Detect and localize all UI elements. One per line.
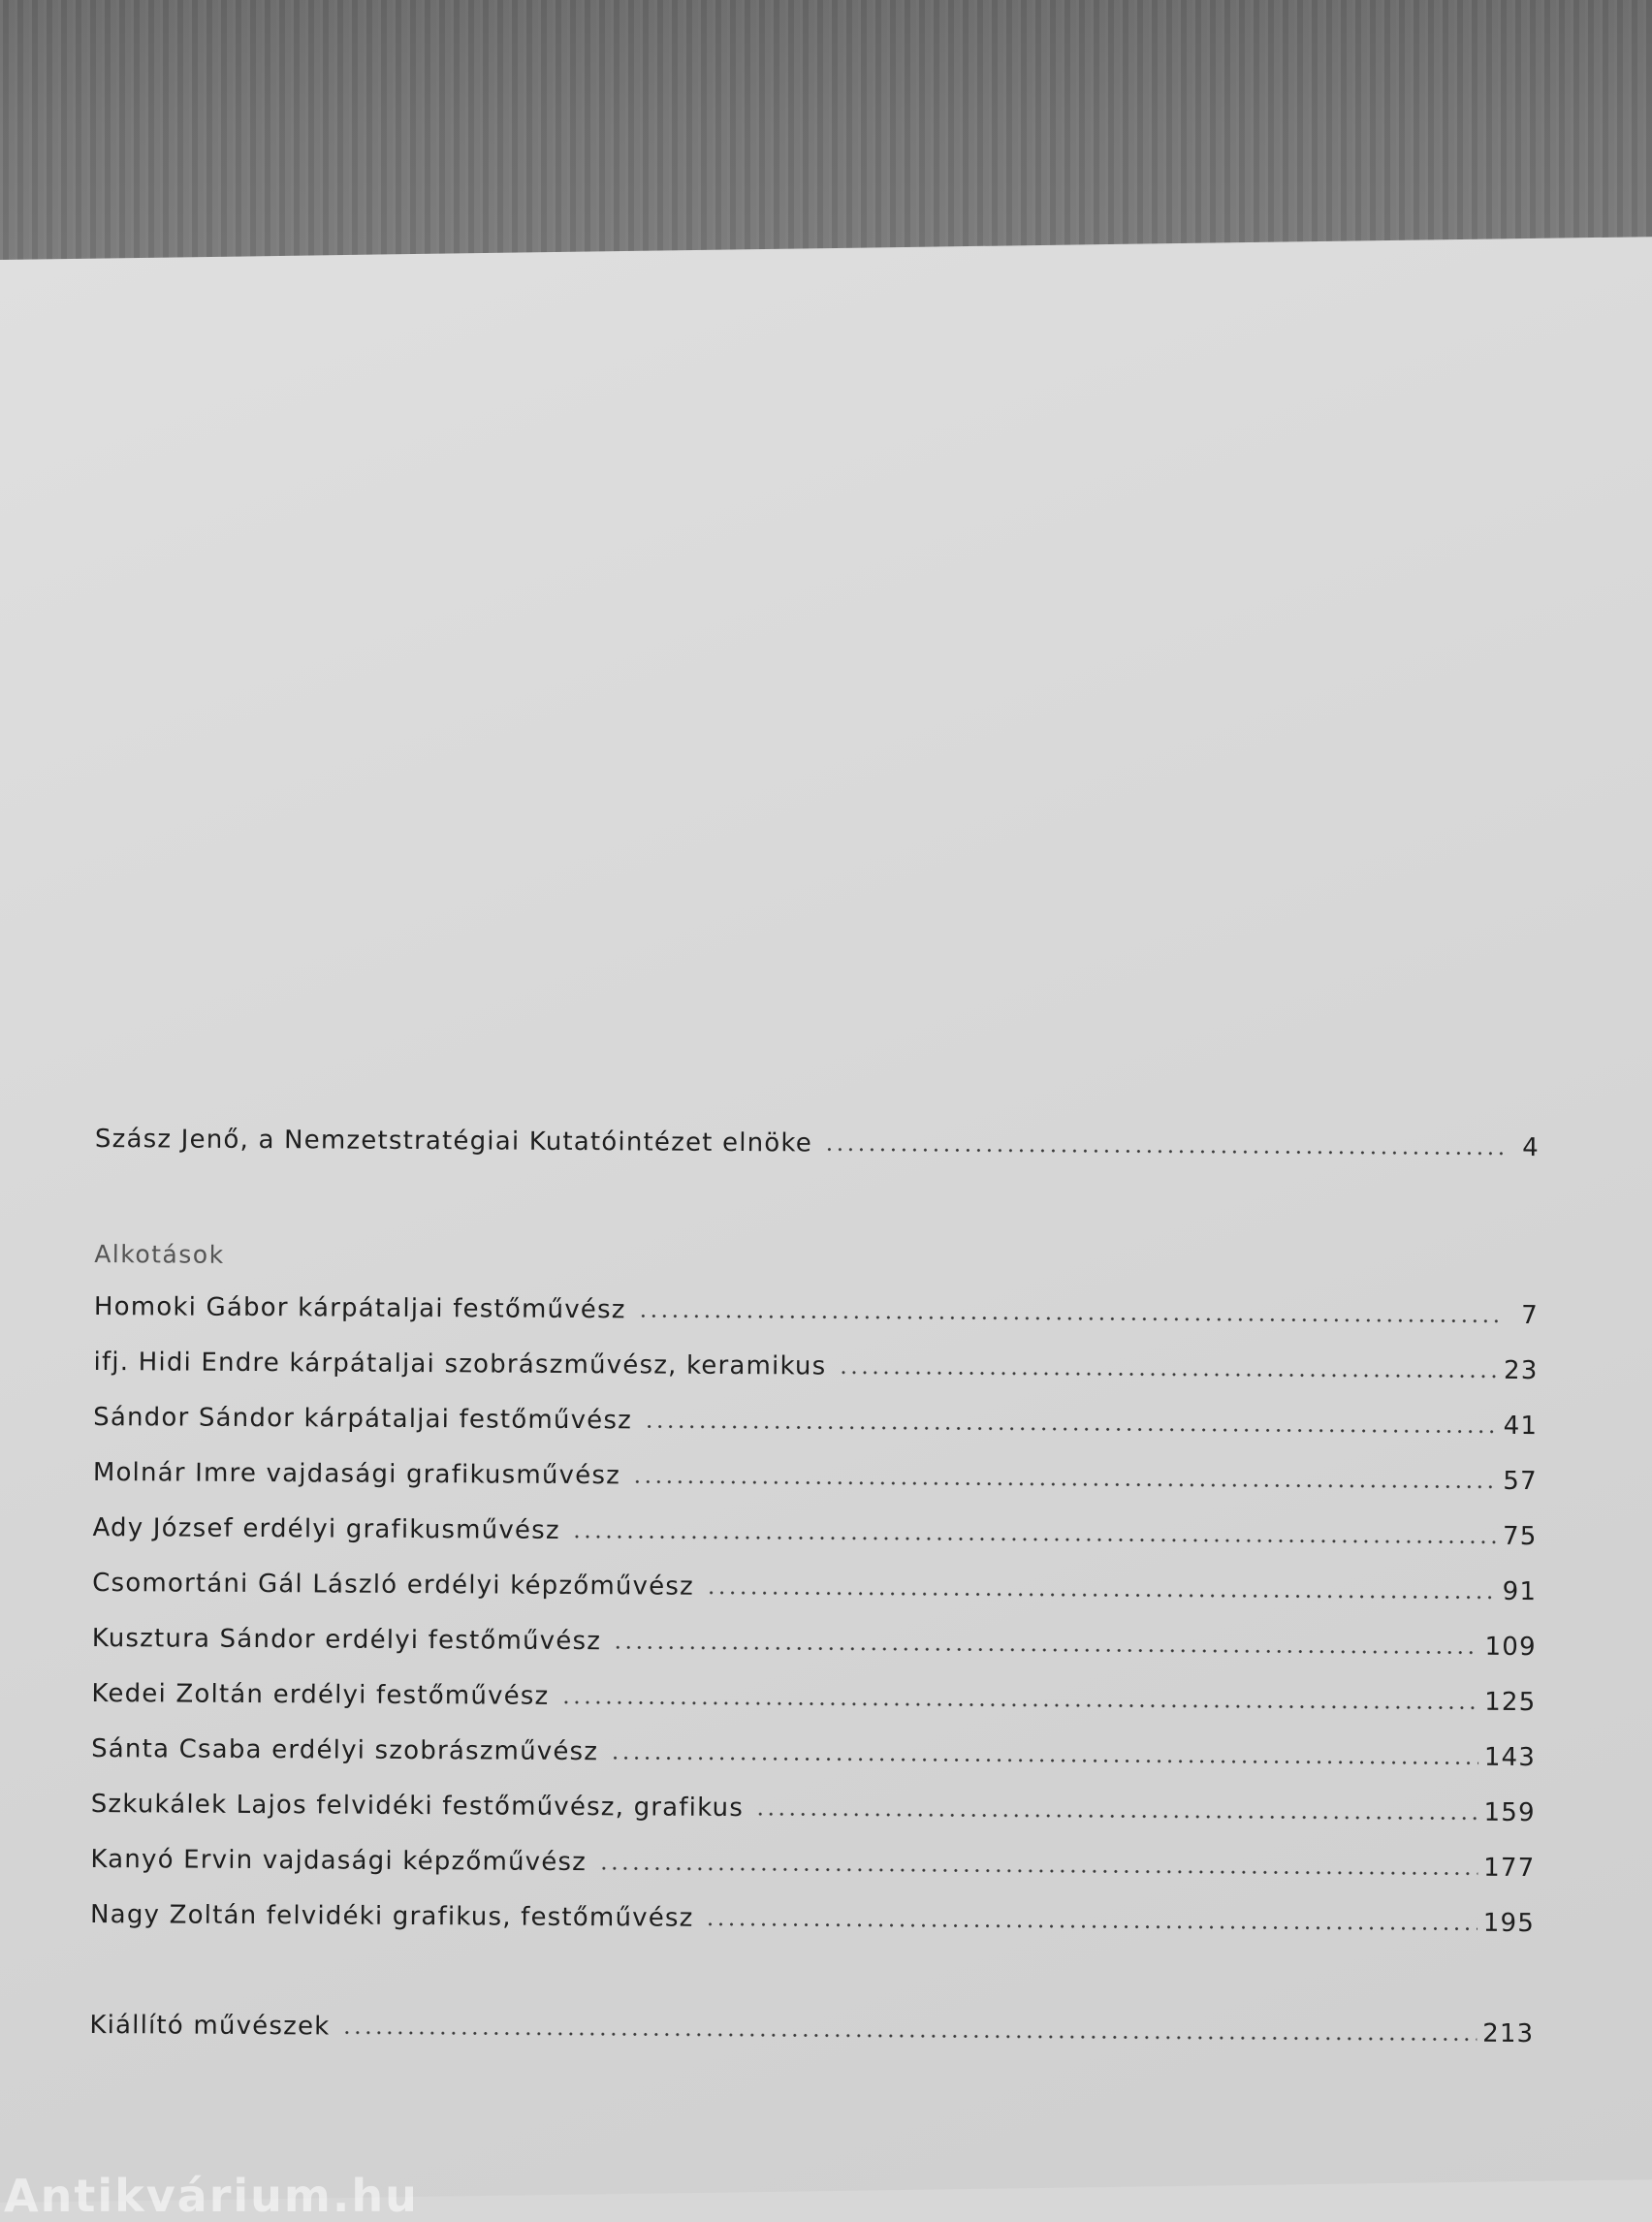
toc-entry-label: Kiállító művészek xyxy=(89,2010,331,2042)
toc-entry-label: Nagy Zoltán felvidéki grafikus, festőművész xyxy=(89,1899,694,1933)
toc-entry-page: 125 xyxy=(1484,1687,1537,1718)
toc-entry-page: 91 xyxy=(1502,1576,1538,1607)
dot-leader xyxy=(638,1314,1504,1322)
dot-leader xyxy=(613,1645,1478,1654)
dot-leader xyxy=(341,2031,1477,2042)
toc-entry xyxy=(93,1458,1538,1506)
dot-leader xyxy=(598,1866,1477,1876)
toc-entry-label: Sánta Csaba erdélyi szobrászművész xyxy=(91,1733,599,1767)
toc-entry xyxy=(92,1624,1537,1671)
toc-entry-label: Kedei Zoltán erdélyi festőművész xyxy=(91,1678,550,1711)
dot-leader xyxy=(560,1700,1478,1710)
toc-entry-label: Ady József erdélyi grafikusművész xyxy=(92,1512,560,1545)
toc-entry xyxy=(90,1845,1535,1892)
toc-entry xyxy=(93,1403,1538,1450)
toc-entry xyxy=(92,1513,1537,1561)
toc-entry-page: 57 xyxy=(1503,1466,1538,1497)
toc-entry-label: Szász Jenő, a Nemzetstratégiai Kutatóintézet elnöke xyxy=(94,1124,813,1159)
toc-entry xyxy=(93,1348,1538,1395)
toc-entry-label: Sándor Sándor kárpátaljai festőművész xyxy=(93,1402,633,1436)
toc-entry xyxy=(91,1679,1536,1727)
toc-entry-label: Csomortáni Gál László erdélyi képzőművész xyxy=(92,1568,695,1602)
toc-entry xyxy=(94,1292,1539,1340)
dot-leader xyxy=(755,1812,1478,1821)
dot-leader xyxy=(632,1479,1497,1488)
toc-entry-page: 159 xyxy=(1483,1797,1536,1828)
dot-leader xyxy=(838,1371,1498,1379)
toc-entry-label: Szkukálek Lajos felvidéki festőművész, grafikus xyxy=(90,1789,745,1824)
watermark-text: Antikvárium.hu xyxy=(4,2170,419,2222)
toc-entry-page: 23 xyxy=(1503,1355,1539,1386)
toc-entry-page: 143 xyxy=(1483,1742,1537,1773)
dot-leader xyxy=(572,1535,1497,1544)
toc-entry-page: 109 xyxy=(1484,1632,1537,1663)
toc-entry-page: 177 xyxy=(1483,1853,1536,1884)
toc-entry xyxy=(90,1900,1535,1948)
toc-entry-closing xyxy=(89,2011,1534,2058)
toc-entry xyxy=(91,1790,1536,1837)
toc-entry-label: Kusztura Sándor erdélyi festőművész xyxy=(91,1623,602,1657)
toc-entry-intro xyxy=(95,1125,1540,1172)
toc-entry xyxy=(92,1569,1537,1616)
toc-entry-label: Kanyó Ervin vajdasági képzőművész xyxy=(90,1844,588,1878)
dot-leader xyxy=(706,1922,1477,1931)
section-heading: Alkotások xyxy=(94,1239,225,1269)
toc-entry-page: 75 xyxy=(1502,1521,1538,1552)
toc-entry xyxy=(91,1734,1536,1782)
toc-entry-page: 7 xyxy=(1521,1300,1539,1331)
dot-leader xyxy=(610,1756,1478,1764)
toc-entry-page: 4 xyxy=(1522,1132,1541,1163)
toc-entry-page: 41 xyxy=(1503,1411,1539,1442)
dot-leader xyxy=(644,1424,1498,1433)
toc-entry-label: Homoki Gábor kárpátaljai festőművész xyxy=(93,1291,626,1325)
dot-leader xyxy=(824,1148,1505,1156)
toc-entry-page: 213 xyxy=(1482,2018,1535,2049)
toc-entry-page: 195 xyxy=(1482,1908,1536,1939)
toc-entry-label: Molnár Imre vajdasági grafikusművész xyxy=(92,1457,621,1491)
toc-entry-label: ifj. Hidi Endre kárpátaljai szobrászművész, keramikus xyxy=(93,1347,827,1381)
dot-leader xyxy=(706,1591,1497,1600)
